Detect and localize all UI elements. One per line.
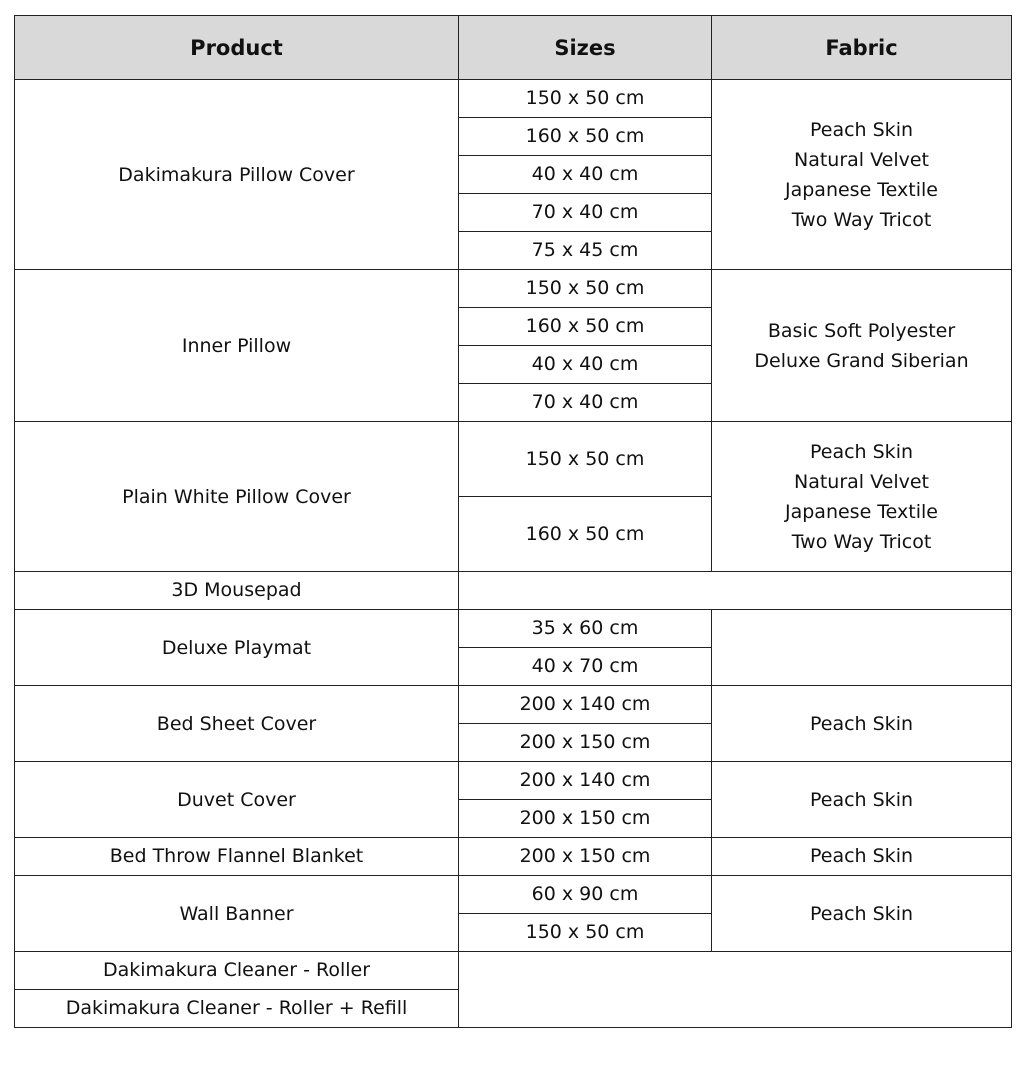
product-cell: Bed Throw Flannel Blanket bbox=[15, 838, 459, 876]
size-cell: 200 x 140 cm bbox=[459, 686, 712, 724]
fabric-cell: Peach Skin bbox=[712, 762, 1012, 838]
fabric-line: Two Way Tricot bbox=[791, 530, 932, 553]
size-cell: 35 x 60 cm bbox=[459, 610, 712, 648]
product-cell: Inner Pillow bbox=[15, 270, 459, 422]
fabric-cell: Peach Skin bbox=[712, 876, 1012, 952]
size-cell: 160 x 50 cm bbox=[459, 497, 712, 572]
size-cell: 150 x 50 cm bbox=[459, 914, 712, 952]
size-cell: 40 x 70 cm bbox=[459, 648, 712, 686]
header-product: Product bbox=[15, 16, 459, 80]
table-row bbox=[15, 80, 1012, 118]
size-cell: 150 x 50 cm bbox=[459, 270, 712, 308]
size-cell: 160 x 50 cm bbox=[459, 308, 712, 346]
header-sizes: Sizes bbox=[459, 16, 712, 80]
product-cell: Plain White Pillow Cover bbox=[15, 422, 459, 572]
product-cell: 3D Mousepad bbox=[15, 572, 459, 610]
empty-cell bbox=[712, 610, 1012, 686]
table-row bbox=[15, 762, 1012, 800]
empty-cell bbox=[459, 572, 1012, 610]
fabric-cell bbox=[712, 80, 1012, 270]
header-row bbox=[15, 16, 1012, 80]
table-row bbox=[15, 270, 1012, 308]
fabric-line: Basic Soft Polyester bbox=[767, 319, 956, 342]
size-cell: 150 x 50 cm bbox=[459, 80, 712, 118]
size-cell: 200 x 140 cm bbox=[459, 762, 712, 800]
fabric-cell bbox=[712, 270, 1012, 422]
header-fabric: Fabric bbox=[712, 16, 1012, 80]
size-cell: 40 x 40 cm bbox=[459, 346, 712, 384]
table-row bbox=[15, 952, 1012, 990]
table-row bbox=[15, 838, 1012, 876]
fabric-line: Natural Velvet bbox=[794, 148, 929, 171]
size-cell: 70 x 40 cm bbox=[459, 194, 712, 232]
size-cell: 60 x 90 cm bbox=[459, 876, 712, 914]
product-cell: Dakimakura Cleaner - Roller + Refill bbox=[15, 990, 459, 1028]
size-cell: 200 x 150 cm bbox=[459, 838, 712, 876]
fabric-cell: Peach Skin bbox=[712, 838, 1012, 876]
table-row bbox=[15, 686, 1012, 724]
fabric-cell: Peach Skin bbox=[712, 686, 1012, 762]
table-row bbox=[15, 610, 1012, 648]
fabric-line: Japanese Textile bbox=[785, 178, 938, 201]
product-cell: Dakimakura Cleaner - Roller bbox=[15, 952, 459, 990]
fabric-line: Deluxe Grand Siberian bbox=[754, 349, 969, 372]
size-cell: 200 x 150 cm bbox=[459, 800, 712, 838]
fabric-line: Natural Velvet bbox=[794, 470, 929, 493]
fabric-line: Japanese Textile bbox=[785, 500, 938, 523]
table-row bbox=[15, 422, 1012, 497]
fabric-line: Peach Skin bbox=[809, 440, 914, 463]
product-size-fabric-table bbox=[14, 15, 1012, 1028]
fabric-line: Peach Skin bbox=[809, 118, 914, 141]
product-cell: Bed Sheet Cover bbox=[15, 686, 459, 762]
product-cell: Wall Banner bbox=[15, 876, 459, 952]
table-row bbox=[15, 572, 1012, 610]
table-row bbox=[15, 876, 1012, 914]
size-cell: 70 x 40 cm bbox=[459, 384, 712, 422]
product-cell: Deluxe Playmat bbox=[15, 610, 459, 686]
empty-cell bbox=[459, 952, 1012, 1028]
size-cell: 160 x 50 cm bbox=[459, 118, 712, 156]
product-cell: Dakimakura Pillow Cover bbox=[15, 80, 459, 270]
size-cell: 200 x 150 cm bbox=[459, 724, 712, 762]
fabric-cell bbox=[712, 422, 1012, 572]
size-cell: 150 x 50 cm bbox=[459, 422, 712, 497]
size-cell: 40 x 40 cm bbox=[459, 156, 712, 194]
fabric-line: Two Way Tricot bbox=[791, 208, 932, 231]
size-cell: 75 x 45 cm bbox=[459, 232, 712, 270]
product-cell: Duvet Cover bbox=[15, 762, 459, 838]
